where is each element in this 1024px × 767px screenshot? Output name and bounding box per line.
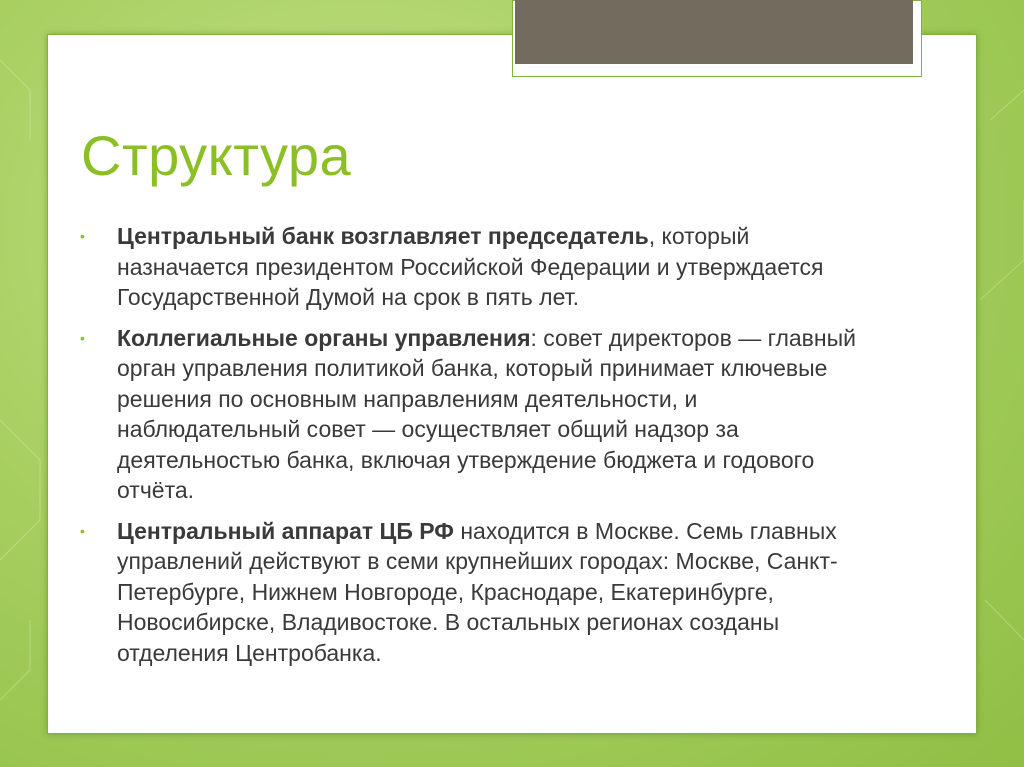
bullet-text: , который назначается президентом Российской Федерации и утверждается Государственной Думой на срок в пять лет. — [117, 223, 824, 310]
bullet-list — [80, 221, 860, 678]
bullet-item — [80, 323, 860, 506]
bullet-text: : совет директоров — главный орган управления политикой банка, который принимает ключевые решения по основным направлениям деятельности, и наблюдательный совет — осуществляет общий надзор за деятельностью банка, включая утверждение бюджета и годового отчёта. — [117, 324, 856, 503]
bullet-item — [80, 516, 860, 669]
bullet-icon: • — [80, 522, 85, 539]
bullet-text: находится в Москве. Семь главных управлений действуют в семи крупнейших городах: Москве, Санкт-Петербурге, Нижнем Новгороде, Краснодаре, Екатеринбурге, Новосибирске, Владивостоке. В остальных регионах созданы отделения Центробанка. — [117, 517, 838, 666]
bullet-bold-text: Центральный банк возглавляет председатель — [117, 223, 649, 249]
slide-title: Структура — [81, 124, 352, 187]
bullet-item — [80, 221, 860, 313]
bullet-bold-text: Центральный аппарат ЦБ РФ — [117, 517, 454, 544]
bullet-icon: • — [80, 228, 85, 244]
bullet-icon: • — [80, 329, 85, 346]
title-accent-block — [515, 0, 913, 64]
bullet-bold-text: Коллегиальные органы управления — [117, 324, 531, 351]
